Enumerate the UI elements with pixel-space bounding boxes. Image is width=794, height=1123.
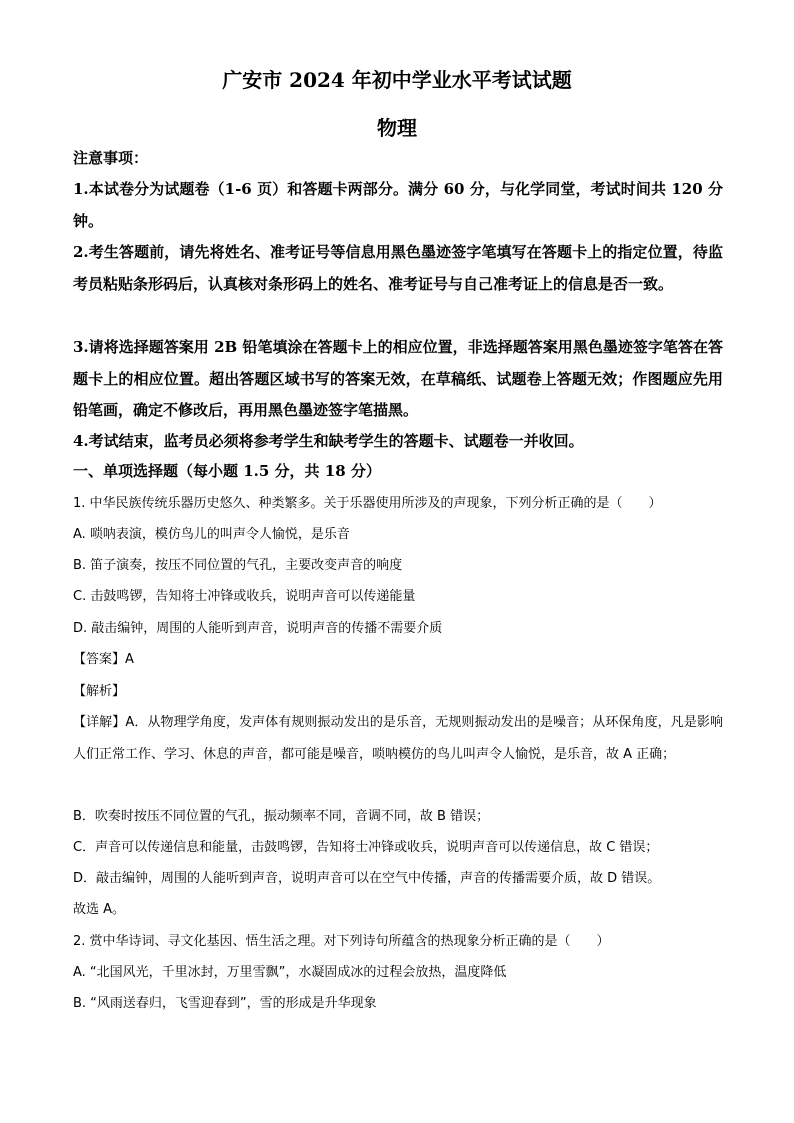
answer-line <box>73 644 723 676</box>
detail-b: B．吹奏时按压不同位置的气孔，振动频率不同，音调不同，故 B 错误； <box>73 809 490 824</box>
note-item-4: 4.考试结束，监考员必须将参考学生和缺考学生的答题卡、试题卷一并收回。 <box>73 432 584 450</box>
answer-value: A <box>125 652 134 667</box>
subject-title: 物理 <box>377 116 417 140</box>
detail-tag: 【详解】 <box>73 715 126 730</box>
question-1-option-c: C. 击鼓鸣锣，告知将士冲锋或收兵，说明声音可以传递能量 <box>73 589 416 604</box>
detail-c: C．声音可以传递信息和能量，击鼓鸣锣，告知将士冲锋或收兵，说明声音可以传递信息，故 C 错误； <box>73 840 659 855</box>
note-item-1: 1.本试卷分为试题卷（1-6 页）和答题卡两部分。满分 60 分，与化学同堂，考试时间共 120 分钟。 <box>73 180 723 230</box>
note-item-2: 2.考生答题前，请先将姓名、准考证号等信息用黑色墨迹签字笔填写在答题卡上的指定位置，待监考员粘贴条形码后，认真核对条形码上的姓名、准考证号与自己准考证上的信息是否一致。 <box>73 243 723 293</box>
question-1-option-a: A. 唢呐表演，模仿鸟儿的叫声令人愉悦，是乐音 <box>73 527 350 542</box>
question-2-option-a: A. “北国风光，千里冰封，万里雪飘”，水凝固成冰的过程会放热，温度降低 <box>73 965 507 980</box>
detail-d: D．敲击编钟，周围的人能听到声音，说明声音可以在空气中传播，声音的传播需要介质，故 D 错误。 <box>73 871 661 886</box>
detail-a <box>73 707 723 770</box>
analysis-tag: 【解析】 <box>73 684 126 699</box>
answer-tag: 【答案】 <box>73 652 126 667</box>
question-1-option-b: B. 笛子演奏，按压不同位置的气孔，主要改变声音的响度 <box>73 558 403 573</box>
detail-a-text: A．从物理学角度，发声体有规则振动发出的是乐音，无规则振动发出的是噪音；从环保角度，凡是影响人们正常工作、学习、休息的声音，都可能是噪音，唢呐模仿的鸟儿叫声令人愉悦，是乐音，故 A 正确； <box>73 715 723 762</box>
question-2-stem: 2. 赏中华诗词、寻文化基因、悟生活之理。对下列诗句所蕴含的热现象分析正确的是（ ） <box>73 934 610 949</box>
note-item-3: 3.请将选择题答案用 2B 铅笔填涂在答题卡上的相应位置，非选择题答案用黑色墨迹签字笔答在答题卡上的相应位置。超出答题区域书写的答案无效，在草稿纸、试题卷上答题无效；作图题应先用铅笔画，确定不修改后，再用黑色墨迹签字笔描黑。 <box>73 338 723 419</box>
exam-title: 广安市 2024 年初中学业水平考试试题 <box>222 68 572 92</box>
question-1-option-d: D. 敲击编钟，周围的人能听到声音，说明声音的传播不需要介质 <box>73 621 443 636</box>
question-1-stem: 1. 中华民族传统乐器历史悠久、种类繁多。关于乐器使用所涉及的声现象，下列分析正确的是（ ） <box>73 496 662 511</box>
question-2-option-b: B. “风雨送春归，飞雪迎春到”，雪的形成是升华现象 <box>73 996 377 1011</box>
notes-heading: 注意事项： <box>73 149 149 167</box>
conclusion: 故选 A。 <box>73 902 126 917</box>
section-heading: 一、单项选择题（每小题 1.5 分，共 18 分） <box>73 462 381 480</box>
